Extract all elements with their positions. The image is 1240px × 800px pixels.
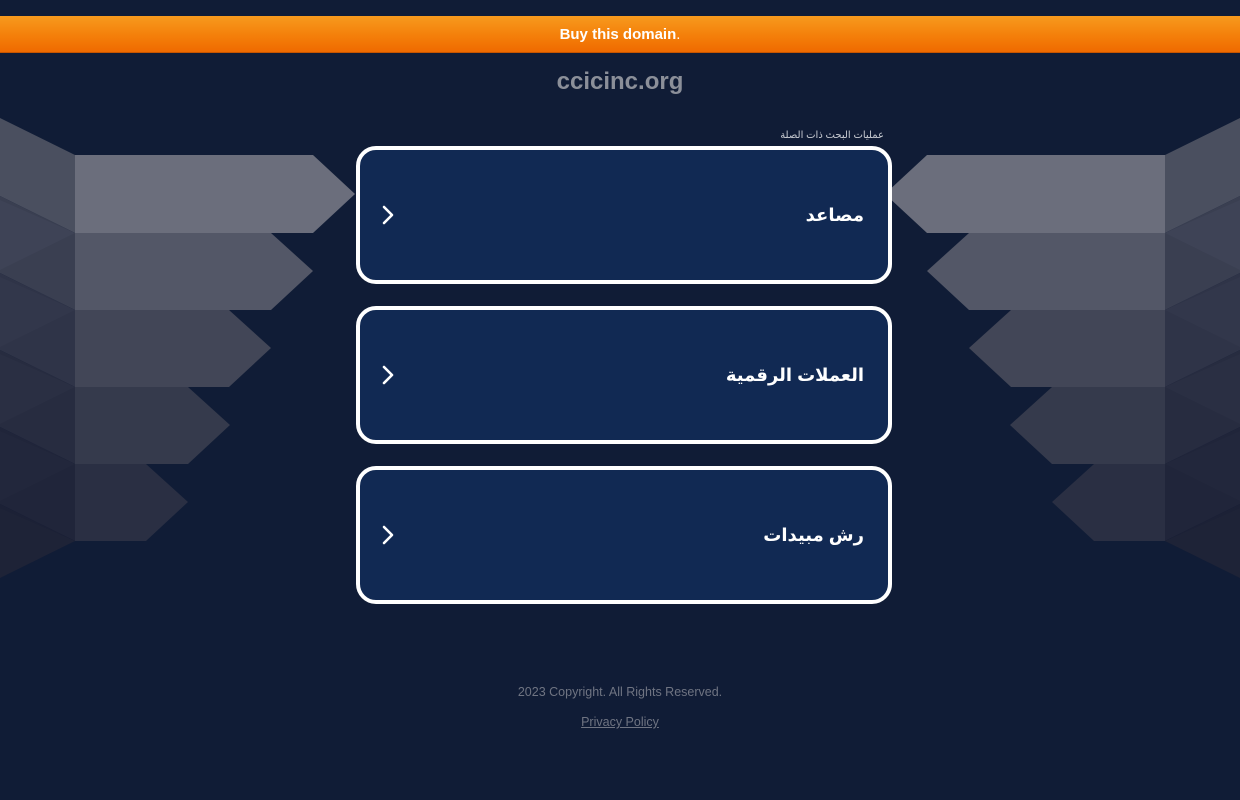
buy-domain-dot: .	[676, 25, 681, 43]
privacy-policy-link[interactable]: Privacy Policy	[581, 715, 659, 729]
related-searches-label: عمليات البحث ذات الصلة	[780, 130, 884, 141]
related-link-label: مصاعد	[805, 204, 864, 225]
related-link-3[interactable]	[356, 466, 892, 604]
buy-domain-label: Buy this domain	[559, 25, 677, 43]
domain-title: ccicinc.org	[556, 68, 684, 95]
privacy-policy-container	[0, 715, 1240, 729]
related-link-2[interactable]	[356, 306, 892, 444]
chevron-right-icon	[378, 523, 398, 547]
copyright-text: 2023 Copyright. All Rights Reserved.	[517, 685, 723, 699]
buy-domain-banner[interactable]	[0, 16, 1240, 53]
related-link-1[interactable]	[356, 146, 892, 284]
related-link-label: رش مبيدات	[763, 524, 864, 545]
related-link-label: العملات الرقمية	[725, 364, 864, 385]
chevron-right-icon	[378, 203, 398, 227]
chevron-right-icon	[378, 363, 398, 387]
